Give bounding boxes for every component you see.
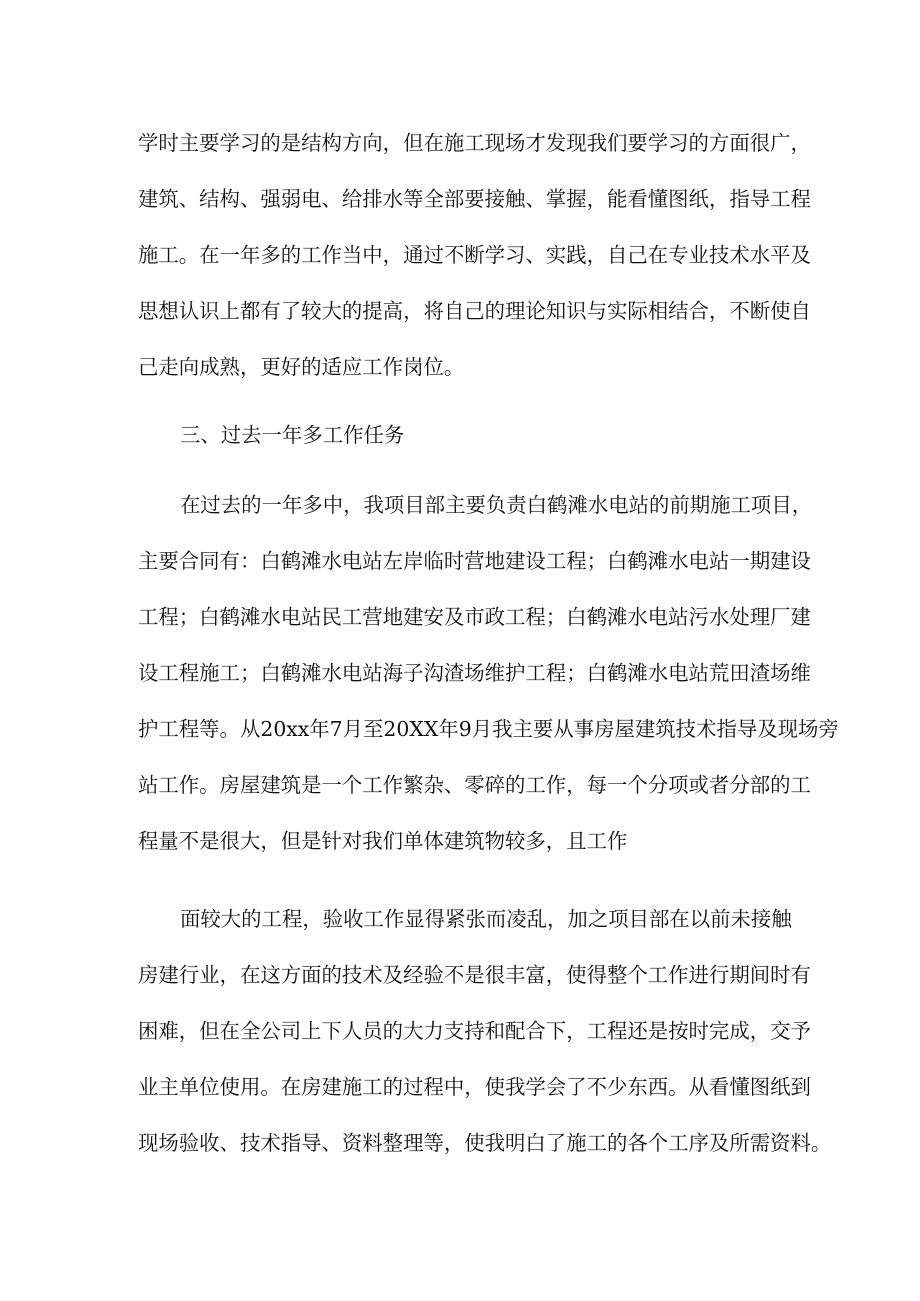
paragraph-2-line-7: 程量不是很大，但是针对我们单体建筑物较多，且工作 [138, 829, 628, 853]
paragraph-3-line-3: 困难，但在全公司上下人员的大力支持和配合下，工程还是按时完成，交予 [138, 1019, 811, 1043]
paragraph-3-line-5: 现场验收、技术指导、资料整理等，使我明白了施工的各个工序及所需资料。 [138, 1131, 832, 1155]
paragraph-3-line-1: 面较大的工程，验收工作显得紧张而凌乱，加之项目部在以前未接触 [180, 907, 792, 931]
paragraph-2-line-3: 工程；白鹤滩水电站民工营地建安及市政工程；白鹤滩水电站污水处理厂建 [138, 605, 811, 629]
paragraph-2-line-5: 护工程等。从20xx年7月至20XX年9月我主要从事房屋建筑技术指导及现场旁 [138, 717, 839, 741]
paragraph-2-line-2: 主要合同有：白鹤滩水电站左岸临时营地建设工程；白鹤滩水电站一期建设 [138, 549, 811, 573]
paragraph-2-line-1: 在过去的一年多中，我项目部主要负责白鹤滩水电站的前期施工项目， [180, 493, 813, 517]
paragraph-1-line-1: 学时主要学习的是结构方向，但在施工现场才发现我们要学习的方面很广， [138, 131, 811, 155]
paragraph-2-line-6: 站工作。房屋建筑是一个工作繁杂、零碎的工作，每一个分项或者分部的工 [138, 773, 811, 797]
paragraph-1-line-3: 施工。在一年多的工作当中，通过不断学习、实践，自己在专业技术水平及 [138, 243, 811, 267]
paragraph-3-line-4: 业主单位使用。在房建施工的过程中，使我学会了不少东西。从看懂图纸到 [138, 1075, 811, 1099]
paragraph-1-line-4: 思想认识上都有了较大的提高，将自己的理论知识与实际相结合，不断使自 [138, 299, 811, 323]
paragraph-3-line-2: 房建行业，在这方面的技术及经验不是很丰富，使得整个工作进行期间时有 [138, 963, 811, 987]
section-heading: 三、过去一年多工作任务 [180, 423, 405, 447]
paragraph-1-line-2: 建筑、结构、强弱电、给排水等全部要接触、掌握，能看懂图纸，指导工程 [138, 187, 811, 211]
paragraph-1-line-5: 己走向成熟，更好的适应工作岗位。 [138, 355, 465, 379]
paragraph-2-line-4: 设工程施工；白鹤滩水电站海子沟渣场维护工程；白鹤滩水电站荒田渣场维 [138, 661, 811, 685]
